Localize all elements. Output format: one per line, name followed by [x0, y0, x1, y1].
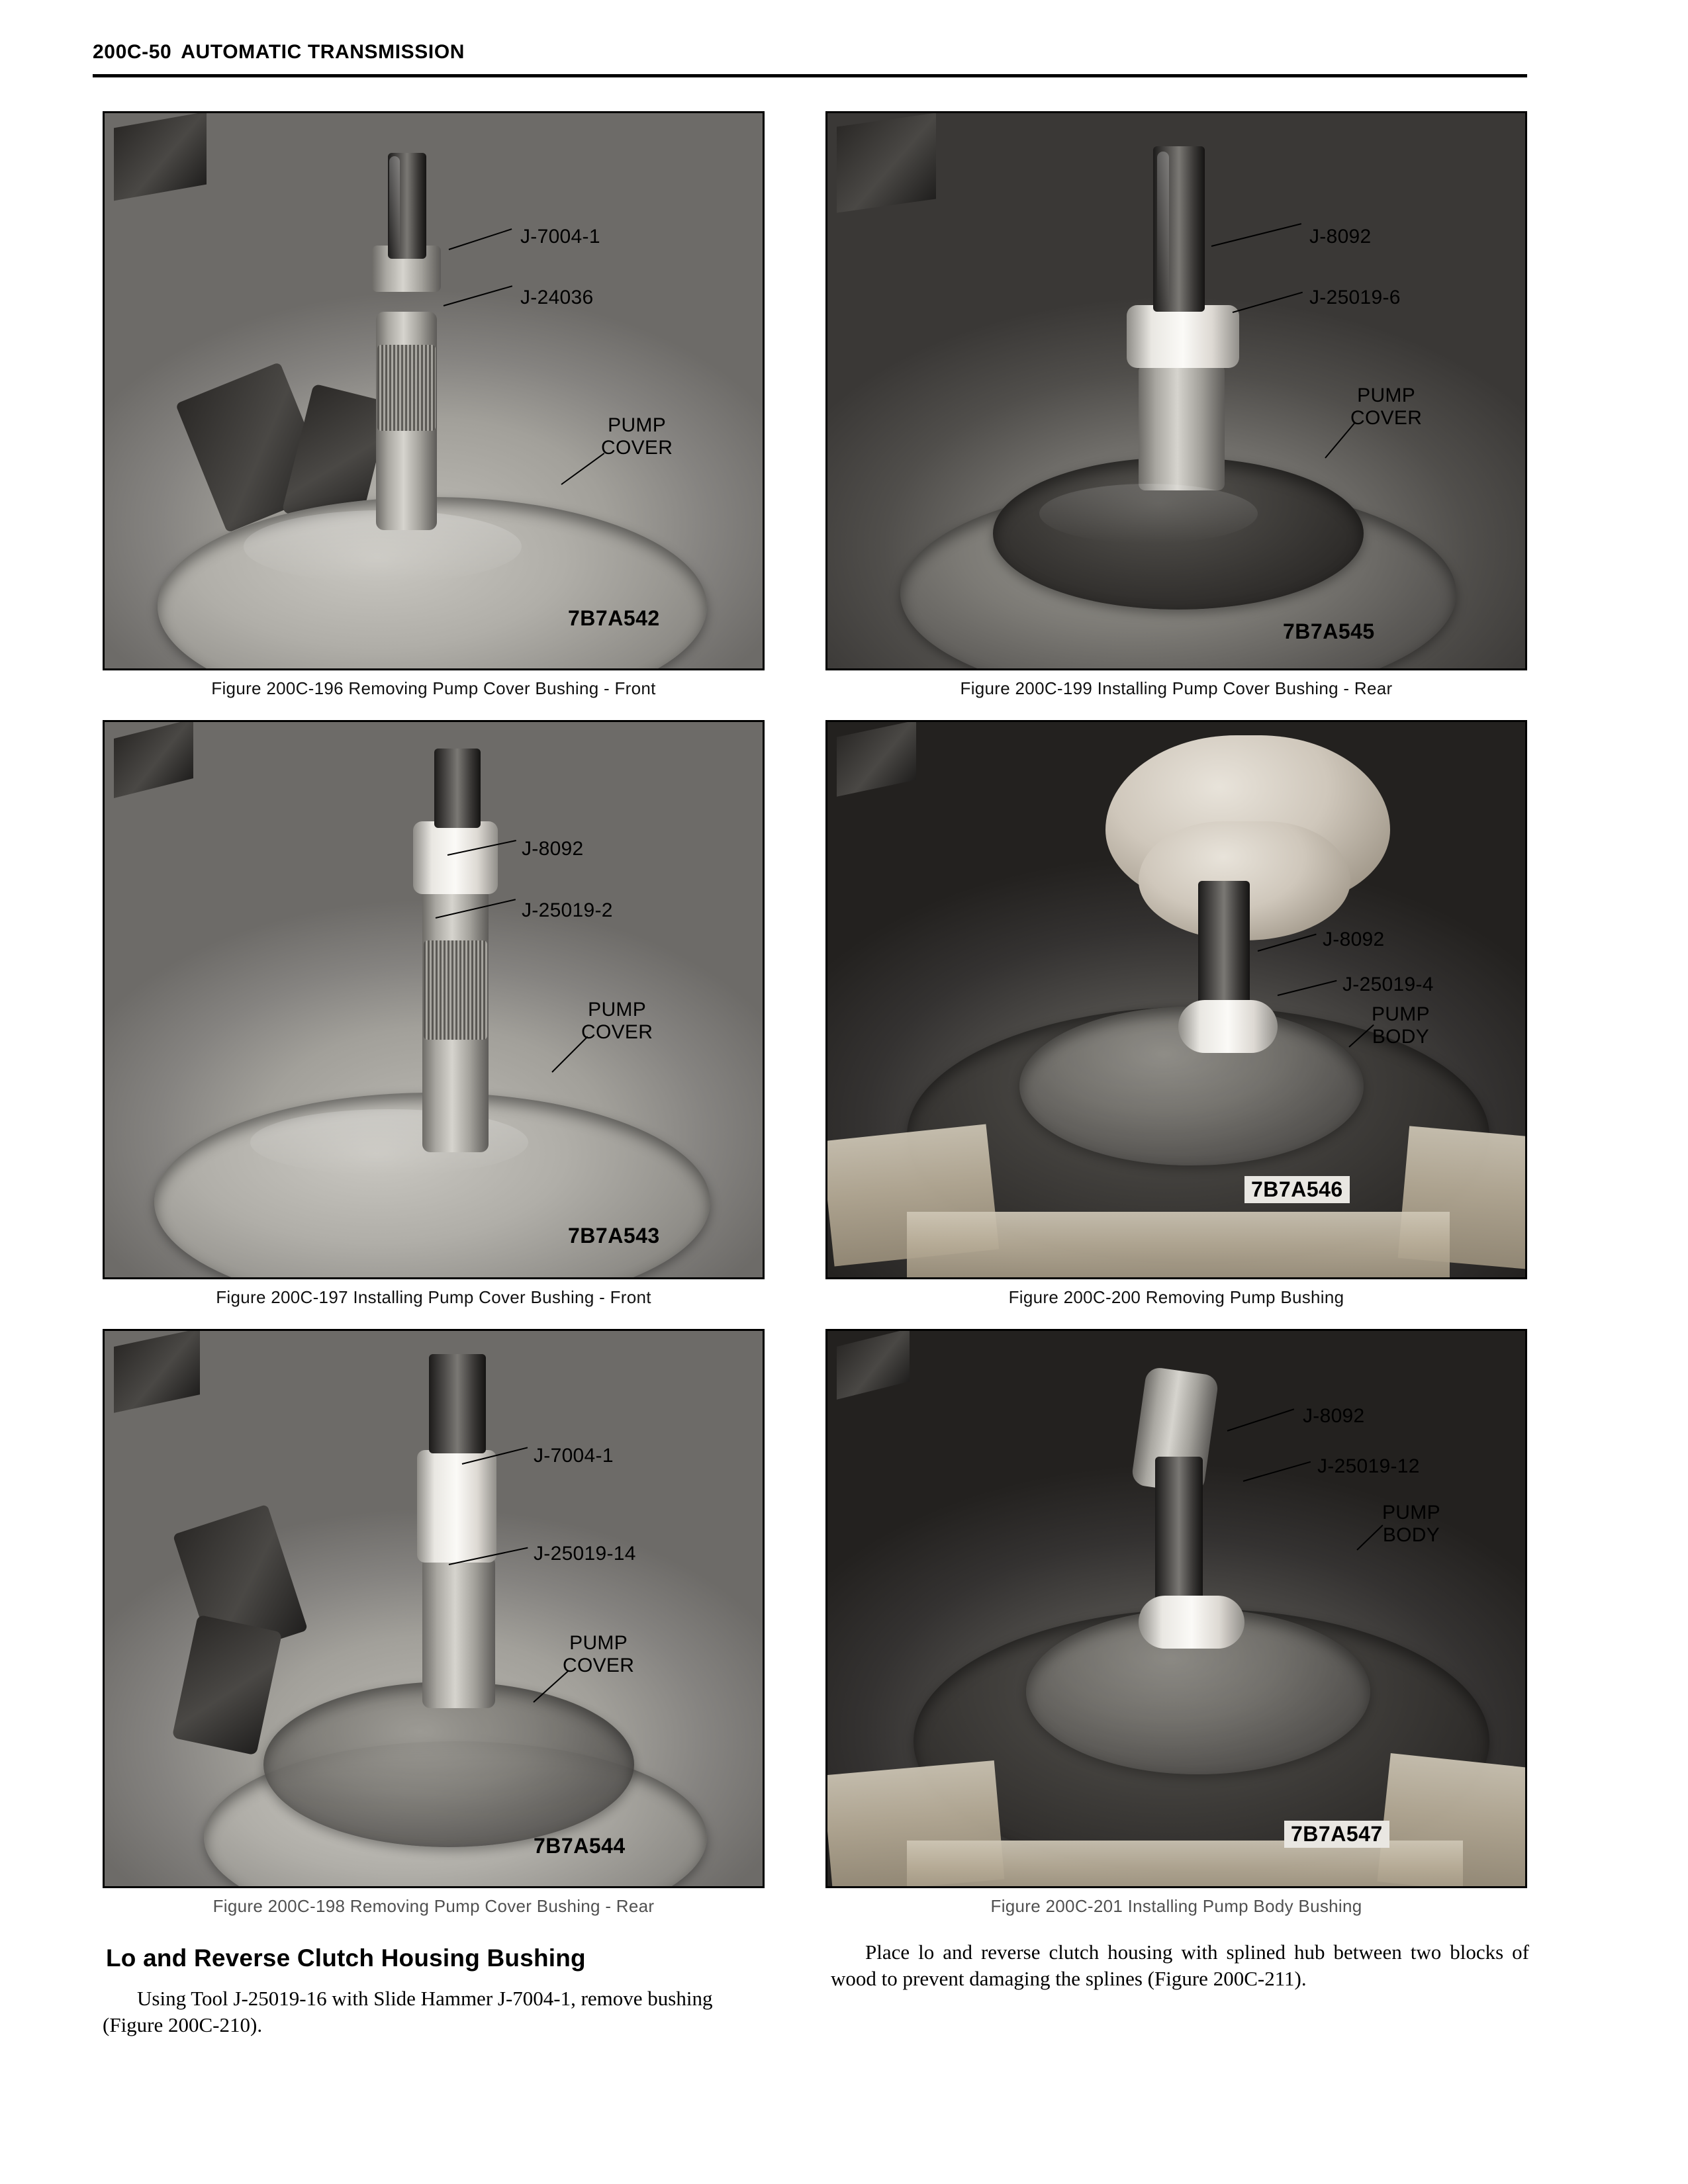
figure-image-199: [825, 111, 1527, 670]
figure-image-198: [103, 1329, 765, 1888]
label-tool-j-8092: J-8092: [1323, 929, 1385, 950]
figure-image-200: [825, 720, 1527, 1279]
label-tool-j-24036: J-24036: [520, 287, 594, 308]
label-part-pump-body: PUMP BODY: [1372, 1003, 1430, 1048]
figure-200c-198: [103, 1329, 765, 1917]
photo-code: 7B7A543: [568, 1224, 660, 1248]
photo-code: 7B7A546: [1244, 1176, 1350, 1203]
photo-code: 7B7A547: [1284, 1821, 1389, 1848]
page-title: AUTOMATIC TRANSMISSION: [181, 41, 465, 63]
label-tool-j-25019-12: J-25019-12: [1317, 1455, 1420, 1477]
page-header: [93, 41, 1549, 64]
label-tool-j-8092: J-8092: [1309, 226, 1372, 248]
label-tool-j-8092: J-8092: [522, 838, 584, 860]
figure-caption-201: Figure 200C-201 Installing Pump Body Bushing: [990, 1896, 1362, 1916]
figure-caption-197: Figure 200C-197 Installing Pump Cover Bushing - Front: [216, 1287, 651, 1307]
label-tool-j-7004-1: J-7004-1: [520, 226, 600, 248]
figure-caption-196: Figure 200C-196 Removing Pump Cover Bushing - Front: [211, 678, 656, 698]
figure-image-197: [103, 720, 765, 1279]
label-part-pump-cover: PUMP COVER: [601, 414, 673, 459]
figure-image-196: [103, 111, 765, 670]
label-part-pump-cover: PUMP COVER: [563, 1632, 635, 1676]
figure-caption-198: Figure 200C-198 Removing Pump Cover Bushing - Rear: [212, 1896, 655, 1916]
photo-code: 7B7A545: [1283, 619, 1375, 643]
page-number: 200C-50: [93, 41, 172, 63]
label-tool-j-25019-4: J-25019-4: [1342, 974, 1434, 995]
label-part-pump-cover: PUMP COVER: [1350, 385, 1423, 429]
left-paragraph: Using Tool J-25019-16 with Slide Hammer J-7004-1, remove bushing (Figure 200C-210).: [103, 1987, 713, 2037]
label-tool-j-25019-2: J-25019-2: [522, 899, 613, 921]
label-part-pump-body: PUMP BODY: [1382, 1502, 1440, 1546]
photo-code: 7B7A544: [534, 1834, 626, 1858]
header-rule: [93, 74, 1527, 77]
figure-200c-199: [825, 111, 1527, 699]
label-part-pump-cover: PUMP COVER: [581, 999, 653, 1043]
section-title: Lo and Reverse Clutch Housing Bushing: [106, 1944, 586, 1972]
figure-200c-200: [825, 720, 1527, 1308]
figure-200c-201: [825, 1329, 1527, 1917]
right-paragraph: Place lo and reverse clutch housing with splined hub between two blocks of wood to prevent damaging the splines (Figure 200C-211).: [831, 1940, 1529, 1991]
photo-code: 7B7A542: [568, 606, 660, 630]
label-tool-j-8092: J-8092: [1303, 1405, 1365, 1427]
figure-image-201: [825, 1329, 1527, 1888]
figure-200c-197: [103, 720, 765, 1308]
figure-caption-200: Figure 200C-200 Removing Pump Bushing: [1008, 1287, 1344, 1307]
figure-200c-196: [103, 111, 765, 699]
figure-caption-199: Figure 200C-199 Installing Pump Cover Bushing - Rear: [960, 678, 1393, 698]
label-tool-j-25019-14: J-25019-14: [534, 1543, 636, 1565]
label-tool-j-25019-6: J-25019-6: [1309, 287, 1401, 308]
label-tool-j-7004-1: J-7004-1: [534, 1445, 614, 1467]
